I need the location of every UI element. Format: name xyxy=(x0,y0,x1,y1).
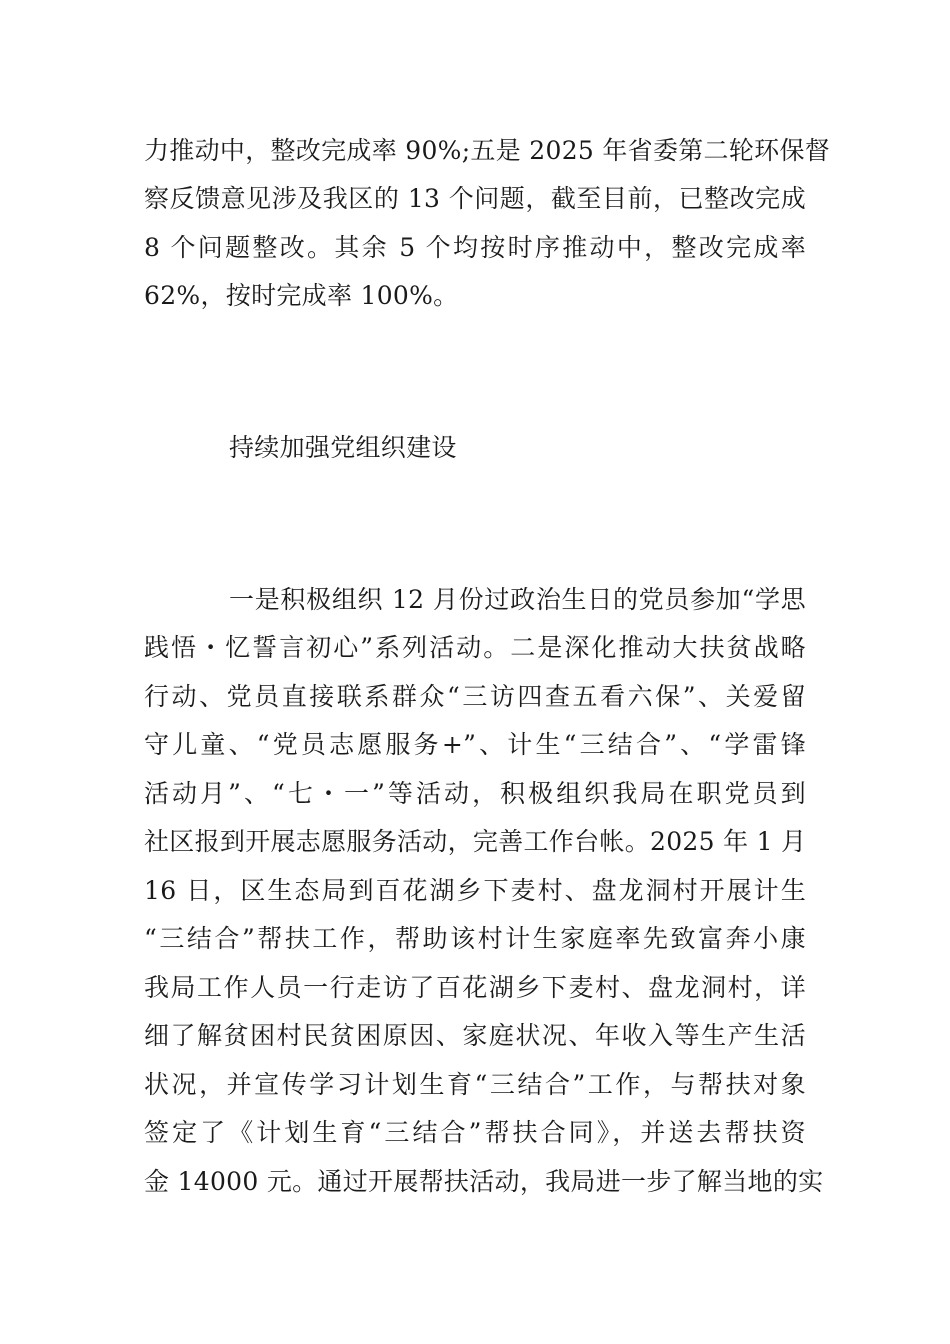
paragraph-2-line-1: 一是积极组织 12 月份过政治生日的党员参加“学思 xyxy=(229,585,806,614)
paragraph-2-line-7: 16 日，区生态局到百花湖乡下麦村、盘龙洞村开展计生 xyxy=(144,876,806,905)
paragraph-2-line-12: 签定了《计划生育“三结合”帮扶合同》，并送去帮扶资 xyxy=(144,1118,806,1147)
paragraph-2-line-10: 细了解贫困村民贫困原因、家庭状况、年收入等生产生活 xyxy=(144,1021,806,1050)
paragraph-1-line-1: 力推动中，整改完成率 90%;五是 2025 年省委第二轮环保督 xyxy=(144,136,831,165)
paragraph-2-line-9: 我局工作人员一行走访了百花湖乡下麦村、盘龙洞村，详 xyxy=(144,973,806,1002)
paragraph-2-line-4: 守儿童、“党员志愿服务+”、计生“三结合”、“学雷锋 xyxy=(144,730,806,759)
paragraph-2-line-5: 活动月”、“七・一”等活动，积极组织我局在职党员到 xyxy=(144,779,806,808)
paragraph-1-line-3: 8 个问题整改。其余 5 个均按时序推动中，整改完成率 xyxy=(144,233,806,262)
section-heading: 持续加强党组织建设 xyxy=(229,433,457,462)
paragraph-1-line-2: 察反馈意见涉及我区的 13 个问题，截至目前，已整改完成 xyxy=(144,184,806,213)
paragraph-2-line-13: 金 14000 元。通过开展帮扶活动，我局进一步了解当地的实 xyxy=(144,1167,824,1196)
paragraph-2-line-8: “三结合”帮扶工作，帮助该村计生家庭率先致富奔小康 xyxy=(144,924,806,953)
paragraph-2-line-6: 社区报到开展志愿服务活动，完善工作台帐。2025 年 1 月 xyxy=(144,827,807,856)
paragraph-2-line-2: 践悟・忆誓言初心”系列活动。二是深化推动大扶贫战略 xyxy=(144,633,806,662)
paragraph-2-line-3: 行动、党员直接联系群众“三访四查五看六保”、关爱留 xyxy=(144,682,806,711)
paragraph-2-line-11: 状况，并宣传学习计划生育“三结合”工作，与帮扶对象 xyxy=(144,1070,806,1099)
paragraph-1-line-4: 62%，按时完成率 100%。 xyxy=(144,281,459,310)
